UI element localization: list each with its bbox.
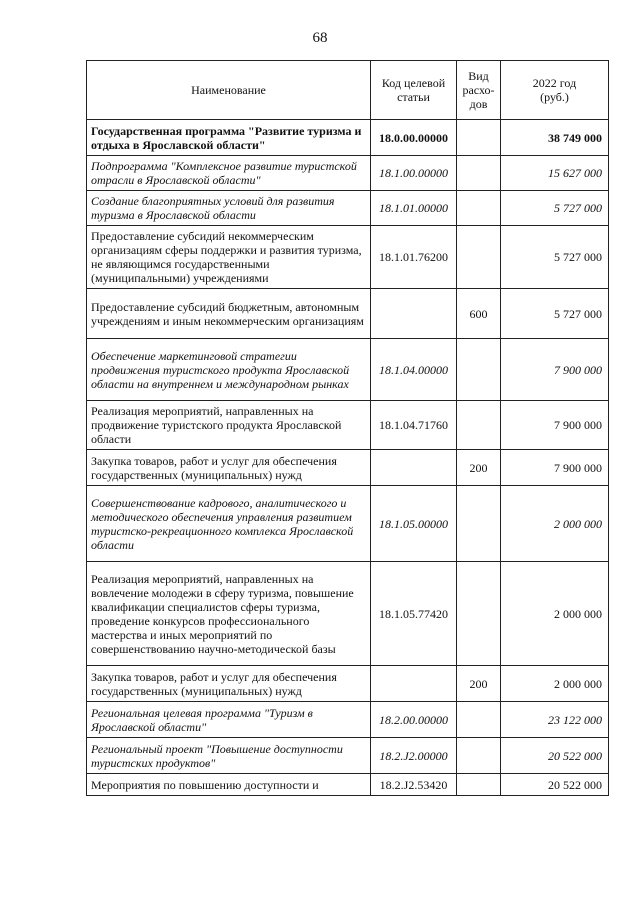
cell-vid — [457, 339, 501, 401]
table-row — [87, 401, 609, 450]
cell-code: 18.1.04.00000 — [371, 339, 457, 401]
cell-name: Мероприятия по повышению доступности и — [87, 774, 371, 796]
table-row — [87, 226, 609, 289]
cell-vid — [457, 702, 501, 738]
cell-name: Предоставление субсидий бюджетным, автономным учреждениям и иным некоммерческим организациям — [87, 289, 371, 339]
cell-code: 18.1.01.76200 — [371, 226, 457, 289]
cell-code: 18.0.00.00000 — [371, 120, 457, 156]
cell-amount: 7 900 000 — [501, 401, 609, 450]
cell-name: Совершенствование кадрового, аналитического и методического обеспечения управления развитием туристско-рекреационного комплекса Ярославской области — [87, 486, 371, 562]
cell-amount: 2 000 000 — [501, 666, 609, 702]
header-name: Наименование — [87, 61, 371, 120]
cell-amount: 2 000 000 — [501, 486, 609, 562]
cell-name: Реализация мероприятий, направленных на вовлечение молодежи в сферу туризма, повышение квалификации специалистов сферы туризма, проведение конкурсов профессионального мастерства и иных мероприятий по совершенствованию научно-методической базы — [87, 562, 371, 666]
budget-table — [86, 60, 609, 796]
header-code-line: статьи — [397, 90, 430, 104]
table-row — [87, 562, 609, 666]
cell-vid: 200 — [457, 666, 501, 702]
cell-code — [371, 450, 457, 486]
cell-vid — [457, 562, 501, 666]
cell-amount: 5 727 000 — [501, 289, 609, 339]
cell-vid — [457, 401, 501, 450]
cell-name: Создание благоприятных условий для развития туризма в Ярославской области — [87, 191, 371, 226]
cell-amount: 7 900 000 — [501, 450, 609, 486]
cell-code — [371, 289, 457, 339]
cell-code: 18.2.J2.53420 — [371, 774, 457, 796]
header-vid-line: Вид — [468, 69, 489, 83]
table-row — [87, 156, 609, 191]
table-row — [87, 191, 609, 226]
cell-amount: 5 727 000 — [501, 226, 609, 289]
table-row — [87, 738, 609, 774]
cell-amount: 23 122 000 — [501, 702, 609, 738]
cell-name: Региональный проект "Повышение доступности туристских продуктов" — [87, 738, 371, 774]
table-row — [87, 486, 609, 562]
cell-amount: 38 749 000 — [501, 120, 609, 156]
table-row — [87, 666, 609, 702]
cell-amount: 20 522 000 — [501, 738, 609, 774]
table-row — [87, 339, 609, 401]
cell-vid: 200 — [457, 450, 501, 486]
cell-name: Закупка товаров, работ и услуг для обеспечения государственных (муниципальных) нужд — [87, 666, 371, 702]
cell-code: 18.2.J2.00000 — [371, 738, 457, 774]
cell-vid — [457, 191, 501, 226]
cell-name: Предоставление субсидий некоммерческим организациям сферы поддержки и развития туризма, не являющимся государственными (муниципальными) учреждениями — [87, 226, 371, 289]
header-amount — [501, 61, 609, 120]
table-header-row — [87, 61, 609, 120]
table-row — [87, 289, 609, 339]
cell-amount: 5 727 000 — [501, 191, 609, 226]
cell-name: Закупка товаров, работ и услуг для обеспечения государственных (муниципальных) нужд — [87, 450, 371, 486]
cell-name: Государственная программа "Развитие туризма и отдыха в Ярославской области" — [87, 120, 371, 156]
cell-name: Реализация мероприятий, направленных на продвижение туристского продукта Ярославской области — [87, 401, 371, 450]
cell-code: 18.2.00.00000 — [371, 702, 457, 738]
table-row — [87, 702, 609, 738]
cell-vid — [457, 486, 501, 562]
cell-code — [371, 666, 457, 702]
cell-amount: 2 000 000 — [501, 562, 609, 666]
cell-amount: 15 627 000 — [501, 156, 609, 191]
header-vid-line: расхо- — [462, 83, 495, 97]
cell-code: 18.1.05.77420 — [371, 562, 457, 666]
cell-vid — [457, 774, 501, 796]
cell-name: Подпрограмма "Комплексное развитие туристской отрасли в Ярославской области" — [87, 156, 371, 191]
cell-vid — [457, 120, 501, 156]
cell-amount: 7 900 000 — [501, 339, 609, 401]
cell-code: 18.1.05.00000 — [371, 486, 457, 562]
cell-name: Обеспечение маркетинговой стратегии продвижения туристского продукта Ярославской области на внутреннем и международном рынках — [87, 339, 371, 401]
page-number: 68 — [312, 30, 328, 46]
cell-name: Региональная целевая программа "Туризм в Ярославской области" — [87, 702, 371, 738]
table-body — [87, 120, 609, 796]
cell-code: 18.1.00.00000 — [371, 156, 457, 191]
header-code — [371, 61, 457, 120]
table-row — [87, 120, 609, 156]
header-code-line: Код целевой — [381, 76, 446, 90]
cell-code: 18.1.04.71760 — [371, 401, 457, 450]
header-vid-line: дов — [469, 97, 488, 111]
cell-vid: 600 — [457, 289, 501, 339]
table-row — [87, 450, 609, 486]
header-amount-line: (руб.) — [540, 90, 569, 104]
header-vid — [457, 61, 501, 120]
cell-amount: 20 522 000 — [501, 774, 609, 796]
cell-code: 18.1.01.00000 — [371, 191, 457, 226]
cell-vid — [457, 156, 501, 191]
header-amount-line: 2022 год — [532, 76, 577, 90]
cell-vid — [457, 738, 501, 774]
table-row — [87, 774, 609, 796]
cell-vid — [457, 226, 501, 289]
